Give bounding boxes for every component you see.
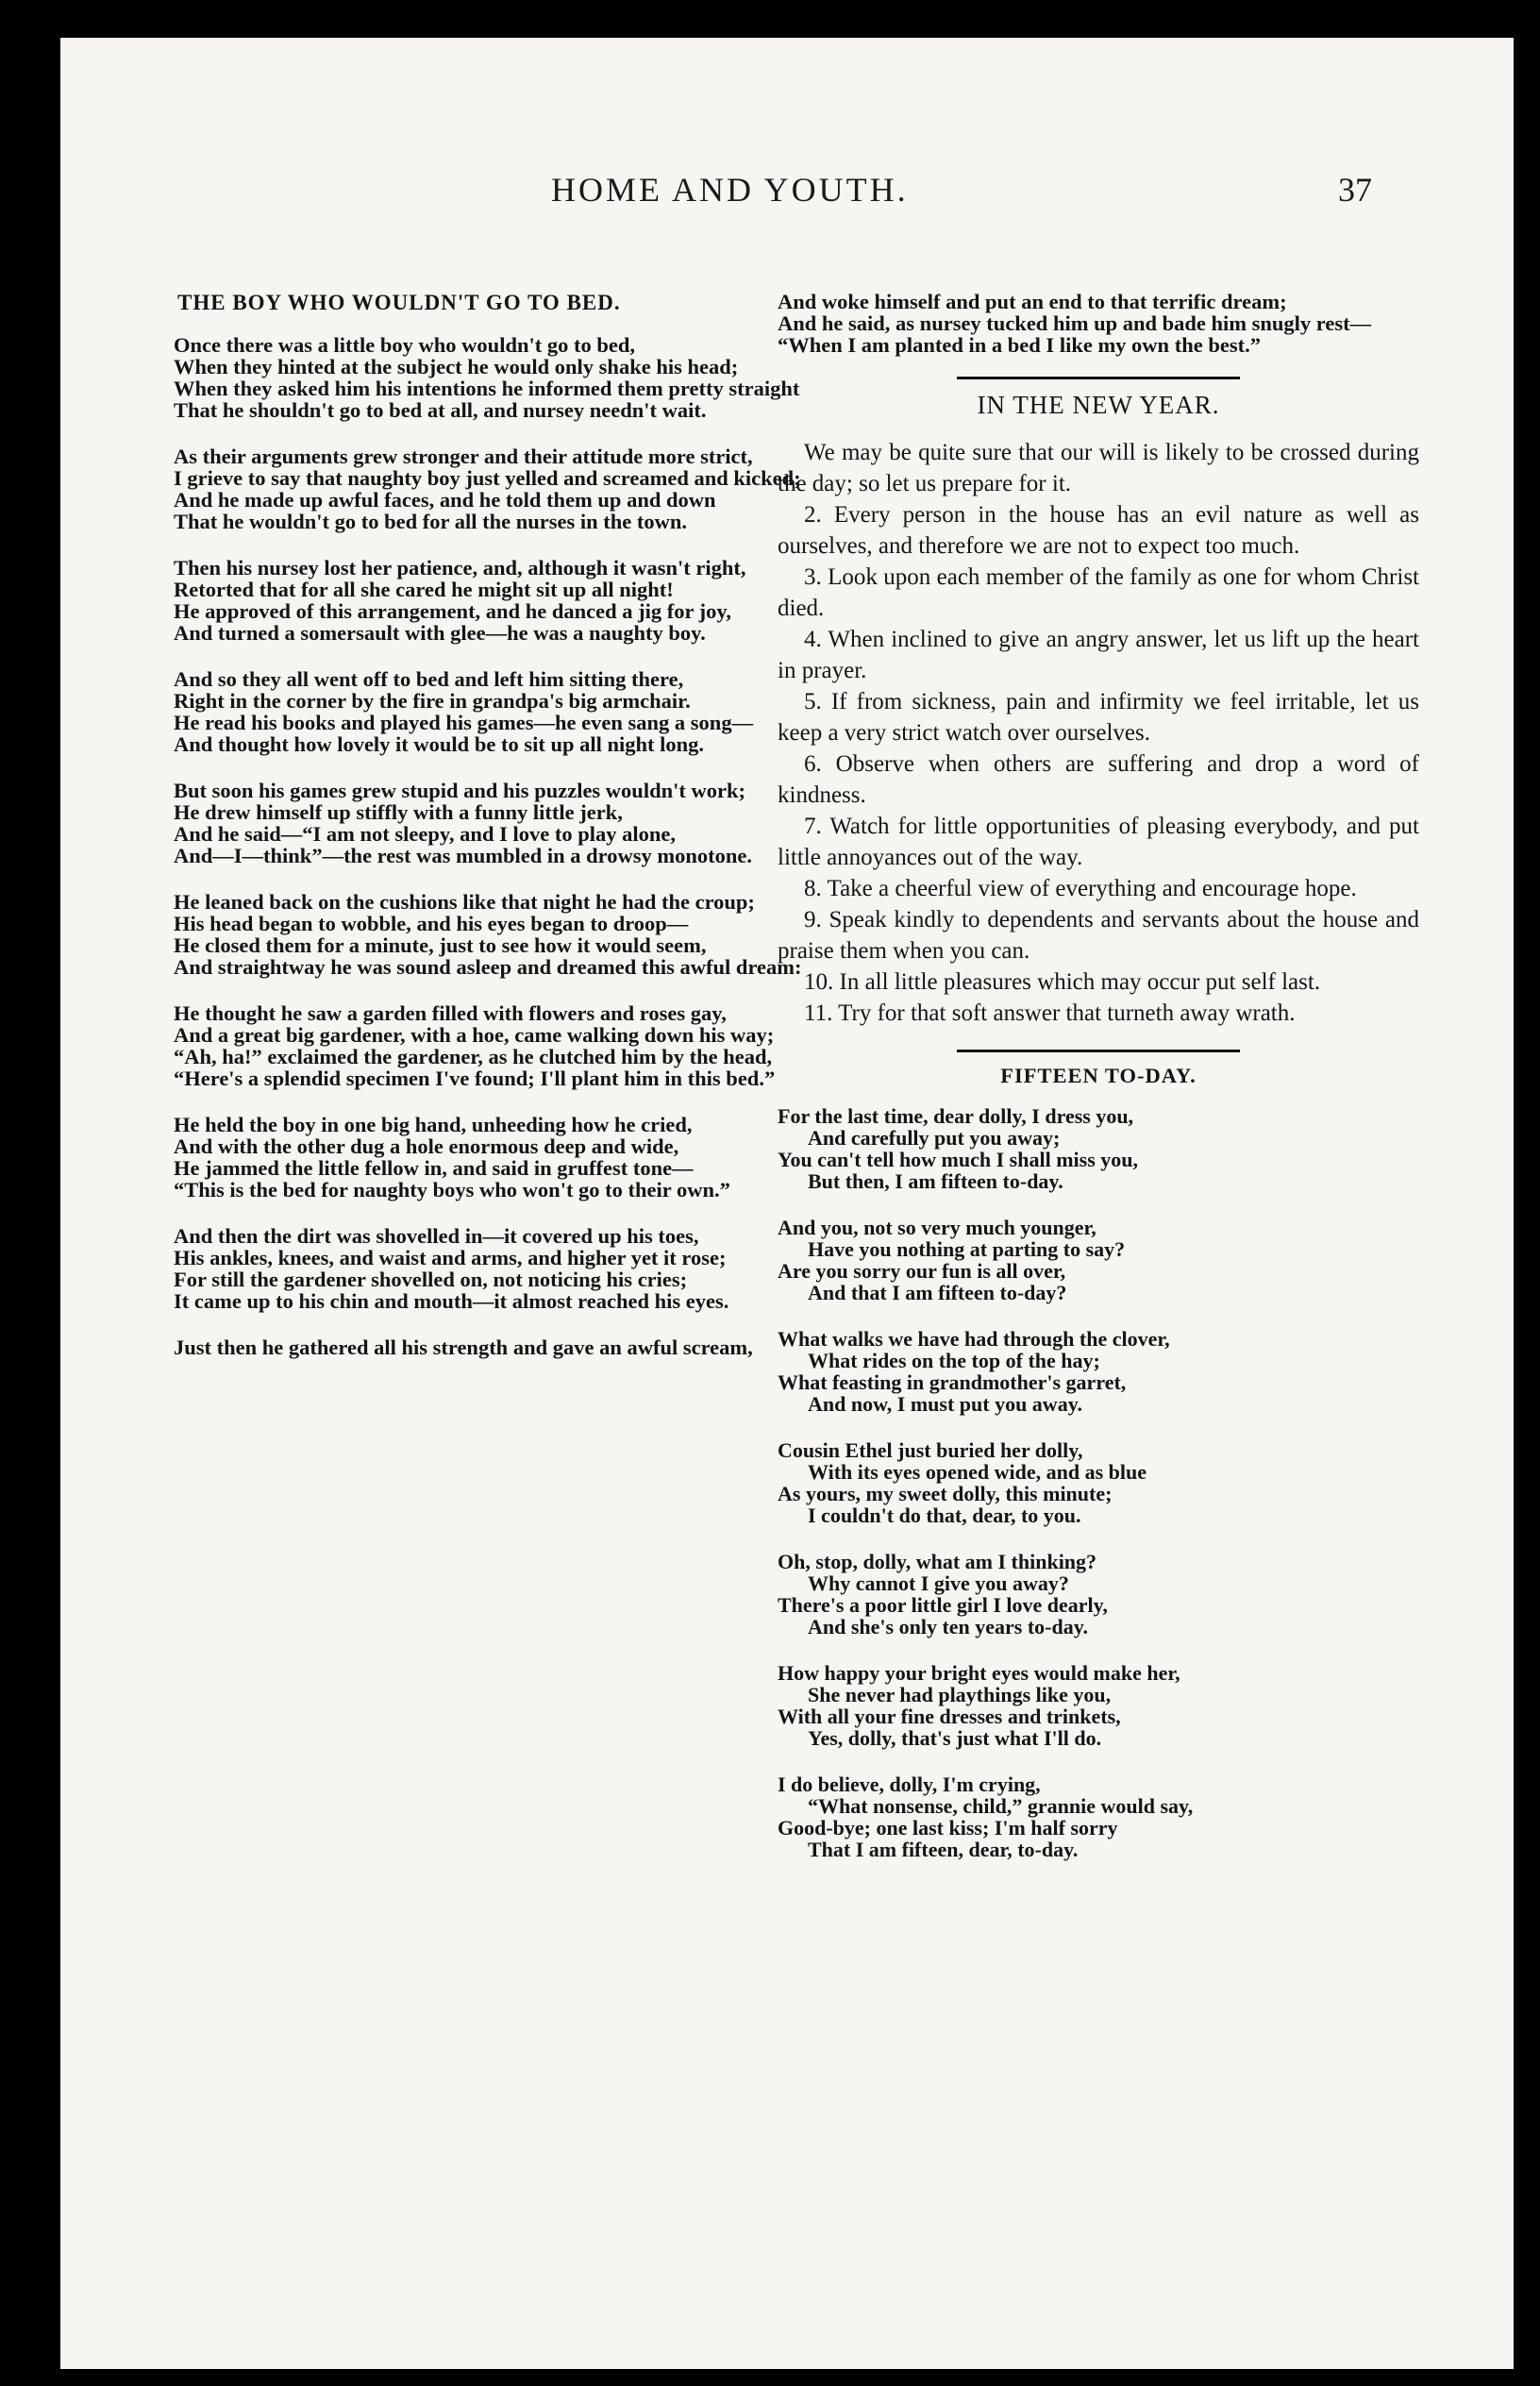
stanza <box>778 1328 1419 1415</box>
poem-line: He leaned back on the cushions like that night he had the croup; <box>174 890 755 914</box>
poem-line: And with the other dug a hole enormous deep and wide, <box>174 1134 679 1158</box>
poem-title: THE BOY WHO WOULDN'T GO TO BED. <box>177 291 621 314</box>
poem-line: I grieve to say that naughty boy just yelled and screamed and kicked; <box>174 466 801 490</box>
poem-line: As yours, my sweet dolly, this minute; <box>778 1482 1113 1505</box>
poem-line: It came up to his chin and mouth—it almost reached his eyes. <box>174 1289 729 1313</box>
poem2-body <box>778 1105 1419 1860</box>
poem-line: What rides on the top of the hay; <box>808 1349 1100 1372</box>
article-paragraph: 11. Try for that soft answer that turneth away wrath. <box>804 1000 1296 1026</box>
poem-line: And woke himself and put an end to that terrific dream; <box>778 290 1287 313</box>
poem-line: And she's only ten years to-day. <box>808 1615 1089 1638</box>
article-paragraph: 10. In all little pleasures which may occur put self last. <box>804 969 1321 995</box>
poem-line: She never had playthings like you, <box>808 1683 1112 1706</box>
poem-line: For still the gardener shovelled on, not noticing his cries; <box>174 1268 688 1291</box>
poem-line: And turned a somersault with glee—he was a naughty boy. <box>174 621 706 645</box>
poem-line: When they asked him his intentions he informed them pretty straight <box>174 377 800 400</box>
article-paragraph: 9. Speak kindly to dependents and servants about the house and praise them when you can. <box>778 907 1419 964</box>
poem-line: That he wouldn't go to bed for all the nurses in the town. <box>174 510 688 533</box>
newspaper-page <box>60 38 1514 2369</box>
poem2-title: FIFTEEN TO-DAY. <box>1000 1064 1197 1087</box>
poem-line: He approved of this arrangement, and he danced a jig for joy, <box>174 599 732 623</box>
poem-line: But then, I am fifteen to-day. <box>808 1169 1063 1193</box>
poem-line: He closed them for a minute, just to see how it would seem, <box>174 933 707 957</box>
poem-line: And thought how lovely it would be to sit up all night long. <box>174 732 705 756</box>
poem-line: And now, I must put you away. <box>808 1392 1082 1416</box>
poem-line: Just then he gathered all his strength and gave an awful scream, <box>174 1336 753 1359</box>
poem-line: For the last time, dear dolly, I dress you, <box>778 1104 1134 1128</box>
poem-line: Are you sorry our fun is all over, <box>778 1259 1066 1283</box>
article-title: IN THE NEW YEAR. <box>977 391 1220 419</box>
stanza <box>174 1336 806 1358</box>
poem-line: He read his books and played his games—he even sang a song— <box>174 711 754 734</box>
stanza <box>778 1662 1419 1749</box>
poem-continuation <box>778 291 1419 356</box>
stanza <box>174 1225 806 1312</box>
stanza <box>174 1114 806 1201</box>
poem-line: Why cannot I give you away? <box>808 1571 1069 1595</box>
stanza <box>174 557 806 644</box>
poem-line: And that I am fifteen to-day? <box>808 1281 1067 1304</box>
poem-line: Retorted that for all she cared he might sit up all night! <box>174 578 674 601</box>
poem-line: And straightway he was sound asleep and dreamed this awful dream: <box>174 955 802 979</box>
section-divider <box>957 377 1240 379</box>
poem-line: I do believe, dolly, I'm crying, <box>778 1773 1041 1796</box>
poem-line: His ankles, knees, and waist and arms, and higher yet it rose; <box>174 1246 727 1269</box>
poem-line: And then the dirt was shovelled in—it covered up his toes, <box>174 1224 699 1248</box>
poem-line: “What nonsense, child,” grannie would say, <box>808 1794 1194 1818</box>
article-paragraph: 2. Every person in the house has an evil nature as well as ourselves, and therefore we are not to expect too much. <box>778 502 1419 559</box>
stanza <box>778 1439 1419 1526</box>
section-divider <box>957 1050 1240 1052</box>
stanza <box>174 780 806 866</box>
article-paragraph: 6. Observe when others are suffering and drop a word of kindness. <box>778 751 1419 808</box>
poem-body <box>174 334 806 1358</box>
stanza <box>778 1217 1419 1303</box>
poem-line: But soon his games grew stupid and his puzzles wouldn't work; <box>174 779 745 802</box>
article-paragraph: 4. When inclined to give an angry answer, let us lift up the heart in prayer. <box>778 627 1419 683</box>
poem-line: That he shouldn't go to bed at all, and nursey needn't wait. <box>174 398 707 422</box>
poem-line: With its eyes opened wide, and as blue <box>808 1460 1147 1484</box>
article-paragraph: 3. Look upon each member of the family as one for whom Christ died. <box>778 564 1419 621</box>
poem-line: With all your fine dresses and trinkets, <box>778 1705 1121 1728</box>
poem-line: And he said, as nursey tucked him up and bade him snugly rest— <box>778 311 1372 335</box>
poem-line: “When I am planted in a bed I like my own the best.” <box>778 333 1261 357</box>
poem-line: “Ah, ha!” exclaimed the gardener, as he clutched him by the head, <box>174 1045 773 1068</box>
stanza <box>778 1773 1419 1860</box>
article-paragraph: We may be quite sure that our will is likely to be crossed during the day; so let us prepare for it. <box>778 440 1419 496</box>
poem-line: And—I—think”—the rest was mumbled in a drowsy monotone. <box>174 844 753 867</box>
poem-line: And a great big gardener, with a hoe, came walking down his way; <box>174 1023 775 1047</box>
poem-line: Right in the corner by the fire in grandpa's big armchair. <box>174 689 691 713</box>
poem-line: And he said—“I am not sleepy, and I love to play alone, <box>174 822 676 846</box>
poem-line: Have you nothing at parting to say? <box>808 1237 1126 1261</box>
poem-line: He jammed the little fellow in, and said in gruffest tone— <box>174 1156 694 1180</box>
stanza <box>174 668 806 755</box>
poem-line: That I am fifteen, dear, to-day. <box>808 1838 1079 1861</box>
poem-line: Then his nursey lost her patience, and, although it wasn't right, <box>174 556 746 580</box>
poem-line: And you, not so very much younger, <box>778 1216 1096 1239</box>
poem-line: He held the boy in one big hand, unheeding how he cried, <box>174 1113 693 1136</box>
stanza-continued <box>778 291 1419 356</box>
poem-line: And so they all went off to bed and left him sitting there, <box>174 667 684 691</box>
poem-line: Cousin Ethel just buried her dolly, <box>778 1438 1083 1462</box>
poem-line: There's a poor little girl I love dearly, <box>778 1593 1108 1617</box>
article-paragraph: 5. If from sickness, pain and infirmity we feel irritable, let us keep a very strict watch over ourselves. <box>778 689 1419 746</box>
right-column <box>778 291 1419 1885</box>
article-paragraph: 7. Watch for little opportunities of pleasing everybody, and put little annoyances out of the way. <box>778 814 1419 870</box>
left-column <box>174 291 806 1383</box>
poem-line: What feasting in grandmother's garret, <box>778 1370 1127 1394</box>
poem-line: He thought he saw a garden filled with flowers and roses gay, <box>174 1001 727 1025</box>
poem-line: “This is the bed for naughty boys who won't go to their own.” <box>174 1178 730 1201</box>
stanza <box>174 891 806 978</box>
page-header <box>60 170 1514 227</box>
poem-line: You can't tell how much I shall miss you, <box>778 1148 1139 1171</box>
poem-line: How happy your bright eyes would make her, <box>778 1661 1180 1685</box>
poem-line: What walks we have had through the clover, <box>778 1327 1170 1351</box>
poem-line: And carefully put you away; <box>808 1126 1061 1150</box>
stanza <box>778 1105 1419 1192</box>
stanza <box>778 1551 1419 1638</box>
page-number: 37 <box>1338 171 1372 209</box>
article-paragraph: 8. Take a cheerful view of everything and encourage hope. <box>804 876 1357 901</box>
poem-line: He drew himself up stiffly with a funny little jerk, <box>174 800 623 824</box>
running-title: HOME AND YOUTH. <box>551 171 909 209</box>
article-body <box>778 437 1419 1029</box>
stanza <box>174 334 806 421</box>
poem-line: Once there was a little boy who wouldn't go to bed, <box>174 333 635 357</box>
poem-line: “Here's a splendid specimen I've found; I'll plant him in this bed.” <box>174 1067 776 1090</box>
poem-line: As their arguments grew stronger and their attitude more strict, <box>174 445 753 468</box>
poem-line: His head began to wobble, and his eyes began to droop— <box>174 912 689 935</box>
poem-line: Good-bye; one last kiss; I'm half sorry <box>778 1816 1118 1840</box>
stanza <box>174 1002 806 1089</box>
poem-line: Yes, dolly, that's just what I'll do. <box>808 1726 1102 1750</box>
poem-line: When they hinted at the subject he would only shake his head; <box>174 355 739 378</box>
poem-line: I couldn't do that, dear, to you. <box>808 1504 1081 1527</box>
poem-line: Oh, stop, dolly, what am I thinking? <box>778 1550 1097 1573</box>
stanza <box>174 445 806 532</box>
poem-line: And he made up awful faces, and he told them up and down <box>174 488 716 512</box>
